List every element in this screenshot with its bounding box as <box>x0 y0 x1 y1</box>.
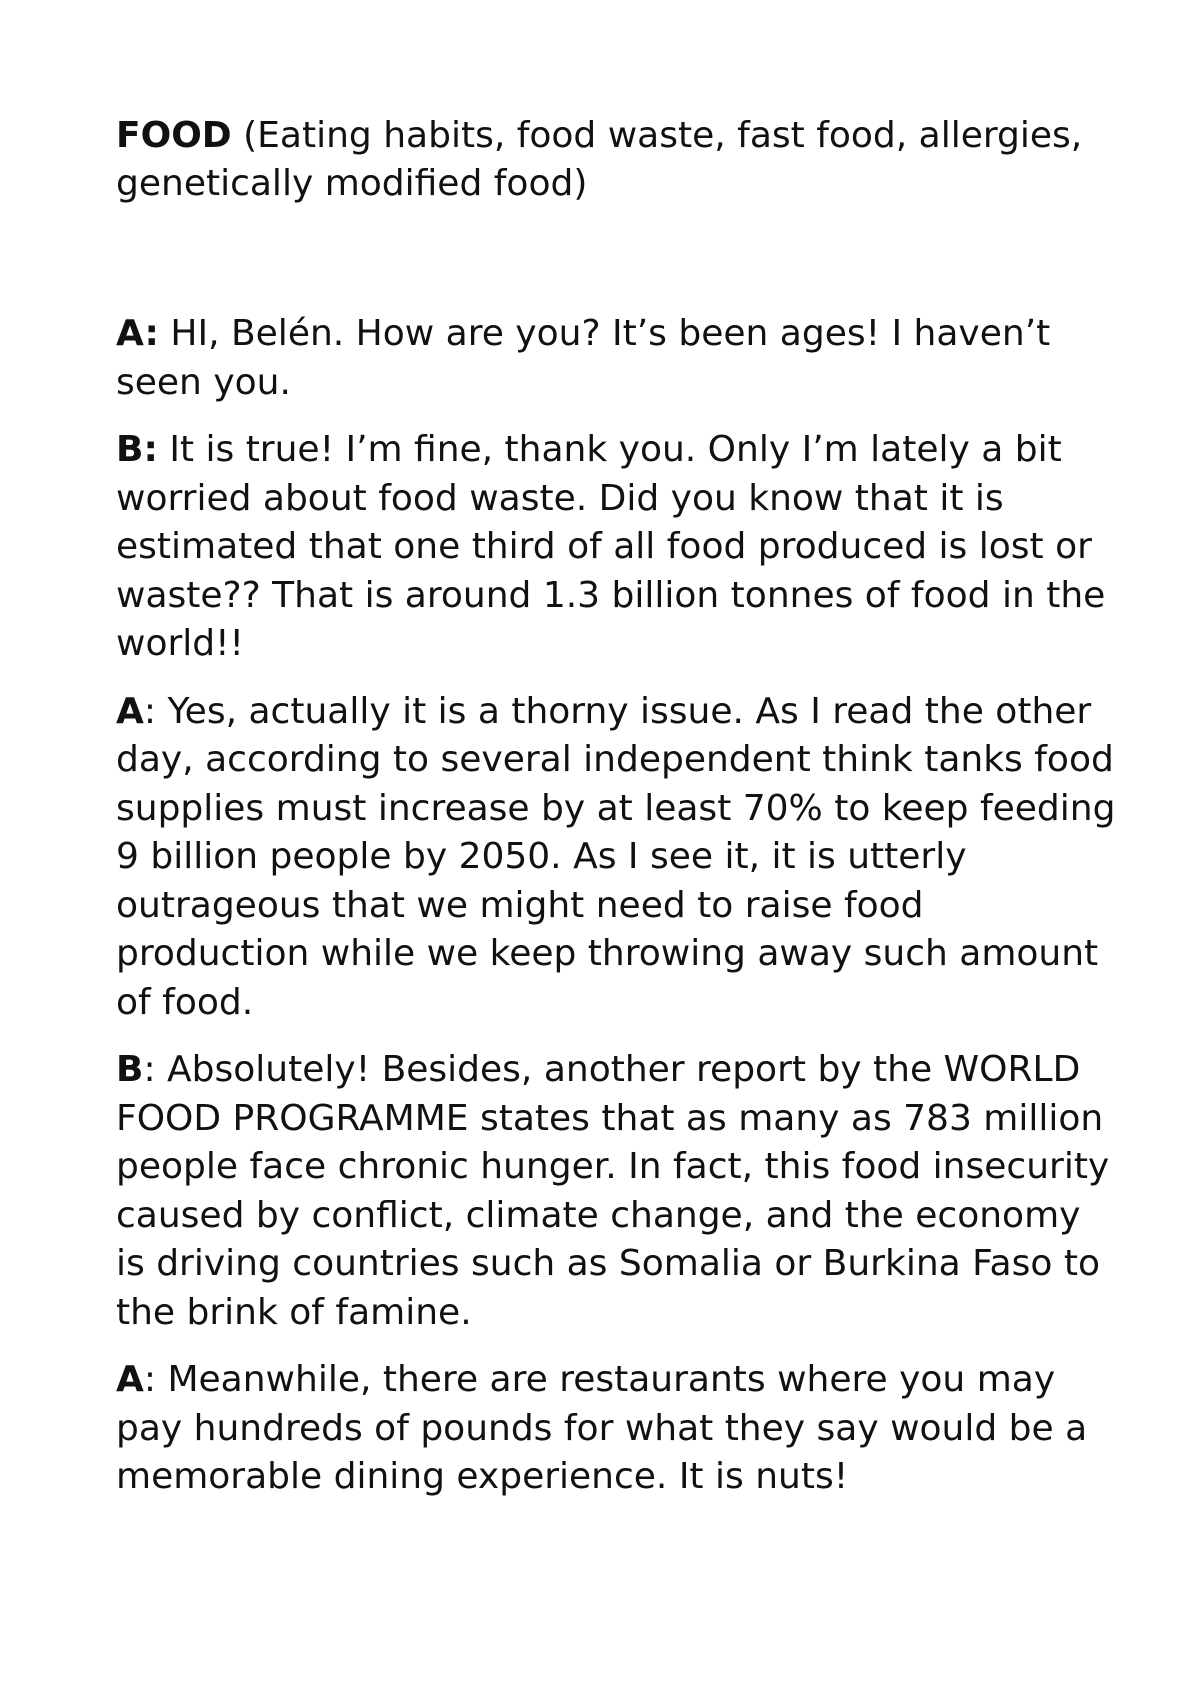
dialogue-turn-1 <box>116 310 1116 407</box>
speaker-label: A <box>116 690 144 732</box>
turn-text: HI, Belén. How are you? It’s been ages! I haven’t seen you. <box>116 313 1051 403</box>
document-page <box>116 112 1116 1521</box>
speaker-separator: : <box>143 429 158 470</box>
dialogue-turn-2 <box>116 426 1116 669</box>
speaker-separator: : <box>143 690 157 732</box>
turn-text: It is true! I’m fine, thank you. Only I’m lately a bit worried about food waste. Did you know that it is estimated that one third of all food produced is lost or waste?? That is around 1.3 billion tonnes of food in the world!! <box>116 429 1106 664</box>
turn-text: Yes, actually it is a thorny issue. As I read the other day, according to several independent think tanks food supplies must increase by at least 70% to keep feeding 9 billion people by 2050. As I see it, it is utterly outrageous that we might need to raise food production while we keep throwing away such amount of food. <box>116 690 1116 1023</box>
speaker-label: B <box>116 429 144 470</box>
speaker-separator: : <box>143 1049 156 1090</box>
speaker-separator: : <box>144 313 159 354</box>
speaker-separator: : <box>143 1359 157 1400</box>
speaker-label: B <box>116 1049 144 1090</box>
dialogue-turn-3 <box>116 688 1116 1028</box>
speaker-label: A <box>116 1359 144 1400</box>
document-heading <box>116 112 1116 208</box>
dialogue-turn-5 <box>116 1356 1116 1502</box>
heading-subtopics: (Eating habits, food waste, fast food, allergies, genetically modified food) <box>116 115 1083 204</box>
turn-text: Meanwhile, there are restaurants where you may pay hundreds of pounds for what they say would be a memorable dining experience. It is nuts! <box>116 1359 1088 1497</box>
turn-text: Absolutely! Besides, another report by the WORLD FOOD PROGRAMME states that as many as 783 million people face chronic hunger. In fact, this food insecurity caused by conflict, climate change, and the economy is driving countries such as Somalia or Burkina Faso to the brink of famine. <box>116 1049 1110 1333</box>
speaker-label: A <box>116 313 145 354</box>
heading-topic: FOOD <box>116 115 232 156</box>
dialogue-turn-4 <box>116 1046 1116 1337</box>
